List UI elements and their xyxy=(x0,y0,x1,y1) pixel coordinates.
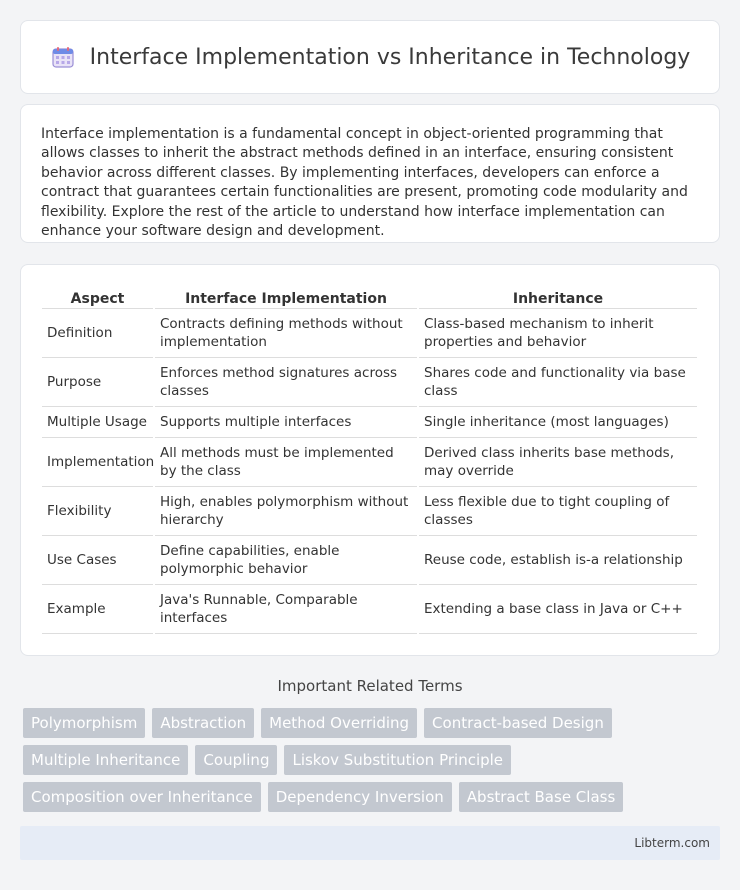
footer xyxy=(20,826,720,860)
intro-paragraph: Interface implementation is a fundamental concept in object-oriented programming that allows classes to inherit the abstract methods defined in an interface, ensuring consistent behavior across different classes. By implementing interfaces, developers can enforce a contract that guarantees certain functionalities are present, promoting code modularity and flexibility. Explore the rest of the article to understand how interface implementation can enhance your software design and development. xyxy=(41,126,688,240)
table-cell: Shares code and functionality via base class xyxy=(419,358,697,407)
tag-contract-based-design[interactable]: Contract-based Design xyxy=(424,708,612,738)
table-cell: Use Cases xyxy=(42,536,153,585)
table-cell: Less flexible due to tight coupling of classes xyxy=(419,487,697,536)
tag-row xyxy=(23,708,723,738)
tag-abstract-base-class[interactable]: Abstract Base Class xyxy=(459,782,624,812)
table-cell: Single inheritance (most languages) xyxy=(419,407,697,438)
table-cell: Definition xyxy=(42,309,153,358)
table-cell: Purpose xyxy=(42,358,153,407)
tag-multiple-inheritance[interactable]: Multiple Inheritance xyxy=(23,745,188,775)
table-cell: Reuse code, establish is-a relationship xyxy=(419,536,697,585)
related-terms-heading: Important Related Terms xyxy=(277,677,463,695)
tag-row xyxy=(23,782,723,812)
column-header: Interface Implementation xyxy=(155,285,417,309)
table-cell: Supports multiple interfaces xyxy=(155,407,417,438)
tag-liskov-substitution-principle[interactable]: Liskov Substitution Principle xyxy=(284,745,511,775)
tag-row xyxy=(23,745,723,775)
table-cell: Example xyxy=(42,585,153,634)
column-header: Aspect xyxy=(42,285,153,309)
table-cell: Java's Runnable, Comparable interfaces xyxy=(155,585,417,634)
tag-method-overriding[interactable]: Method Overriding xyxy=(261,708,417,738)
table-cell: Derived class inherits base methods, may override xyxy=(419,438,697,487)
table-row xyxy=(42,487,697,536)
table-row xyxy=(42,438,697,487)
title-card xyxy=(20,20,720,94)
table-cell: Contracts defining methods without implementation xyxy=(155,309,417,358)
table-cell: Class-based mechanism to inherit properties and behavior xyxy=(419,309,697,358)
intro-card xyxy=(20,104,720,243)
comparison-table xyxy=(40,285,699,634)
related-terms-tags xyxy=(23,708,723,819)
tag-polymorphism[interactable]: Polymorphism xyxy=(23,708,145,738)
table-row xyxy=(42,358,697,407)
tag-coupling[interactable]: Coupling xyxy=(195,745,277,775)
table-cell: Multiple Usage xyxy=(42,407,153,438)
footer-site-link[interactable]: Libterm.com xyxy=(634,836,710,850)
table-cell: All methods must be implemented by the class xyxy=(155,438,417,487)
tag-composition-over-inheritance[interactable]: Composition over Inheritance xyxy=(23,782,261,812)
table-cell: Implementation xyxy=(42,438,153,487)
table-cell: Enforces method signatures across classes xyxy=(155,358,417,407)
table-cell: Define capabilities, enable polymorphic behavior xyxy=(155,536,417,585)
tag-dependency-inversion[interactable]: Dependency Inversion xyxy=(268,782,452,812)
table-cell: High, enables polymorphism without hierarchy xyxy=(155,487,417,536)
column-header: Inheritance xyxy=(419,285,697,309)
table-row xyxy=(42,585,697,634)
page-title: Interface Implementation vs Inheritance in Technology xyxy=(89,44,691,70)
comparison-table-card xyxy=(20,264,720,656)
table-cell: Flexibility xyxy=(42,487,153,536)
table-row xyxy=(42,309,697,358)
table-cell: Extending a base class in Java or C++ xyxy=(419,585,697,634)
calendar-icon xyxy=(50,44,76,70)
tag-abstraction[interactable]: Abstraction xyxy=(152,708,254,738)
table-row xyxy=(42,536,697,585)
table-row xyxy=(42,407,697,438)
table-header-row xyxy=(42,285,697,309)
